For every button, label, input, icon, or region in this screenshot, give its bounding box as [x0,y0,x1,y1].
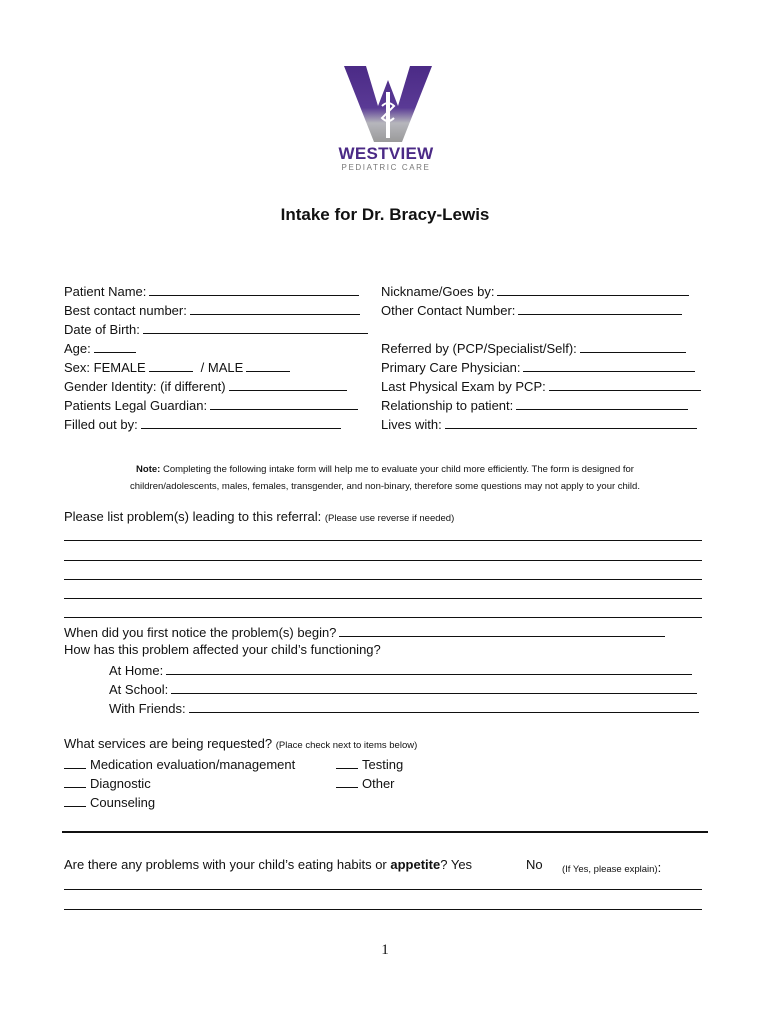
logo-name: WESTVIEW [338,144,434,163]
with-friends-field[interactable] [109,699,699,717]
services-question [64,736,417,754]
at-school-field[interactable] [109,680,697,698]
page-number: 1 [381,942,389,958]
eating-answer-line-1[interactable] [64,889,702,890]
with-friends-label: With Friends: [109,701,186,716]
service-label-counseling: Counseling [90,795,156,810]
note-line-2: children/adolescents, males, females, transgender, and non-binary, therefore some questions may not apply to your child. [130,481,640,492]
eating-question-bold: appetite [390,857,441,872]
service-option-other[interactable] [336,774,395,792]
referred-by-field[interactable] [381,339,686,357]
patient-name-label: Patient Name: [64,284,147,299]
eating-answer-line-2[interactable] [64,909,702,910]
service-option-medication[interactable] [64,755,295,773]
eating-question [64,857,472,873]
lives-with-label: Lives with: [381,417,442,432]
legal-guardian-field[interactable] [64,396,358,414]
section-divider [62,831,708,833]
problems-answer-line-3[interactable] [64,579,702,580]
at-school-label: At School: [109,682,169,697]
gender-identity-label: Gender Identity: (if different) [64,379,226,394]
pcp-label: Primary Care Physician: [381,360,521,375]
first-notice-label: When did you first notice the problem(s) begin? [64,625,337,640]
service-label-other: Other [362,776,395,791]
age-label: Age: [64,341,91,356]
service-checkbox-other[interactable] [336,774,358,788]
problems-question-text: Please list problem(s) leading to this referral: [64,509,322,524]
page-title: Intake for Dr. Bracy-Lewis [280,205,490,224]
last-physical-label: Last Physical Exam by PCP: [381,379,546,394]
eating-yes-label: ? Yes [440,857,473,872]
note-line-1: Completing the following intake form will help me to evaluate your child more efficiently. The form is designed for [162,464,634,475]
service-label-diagnostic: Diagnostic [90,776,151,791]
gender-identity-field[interactable] [64,377,347,395]
age-field[interactable] [64,339,136,357]
problems-answer-line-4[interactable] [64,598,702,599]
eating-hint: (If Yes, please explain) [562,864,658,875]
services-question-text: What services are being requested? [64,736,273,751]
legal-guardian-label: Patients Legal Guardian: [64,398,208,413]
service-label-testing: Testing [362,757,404,772]
problems-hint: (Please use reverse if needed) [324,513,455,524]
filled-out-by-field[interactable] [64,415,341,433]
intake-note [60,461,710,495]
at-home-field[interactable] [109,661,692,679]
problems-answer-line-1[interactable] [64,540,702,541]
relationship-field[interactable] [381,396,688,414]
best-contact-field[interactable] [64,301,360,319]
affected-question: How has this problem affected your child’s functioning? [64,642,381,657]
service-option-diagnostic[interactable] [64,774,151,792]
service-checkbox-counseling[interactable] [64,793,86,807]
sex-male-label: / MALE [200,360,244,375]
eating-question-text: Are there any problems with your child’s eating habits or [64,857,387,872]
lives-with-field[interactable] [381,415,697,433]
problems-answer-line-5[interactable] [64,617,702,618]
eating-hint-colon: : [657,860,662,875]
patient-name-field[interactable] [64,282,359,300]
nickname-label: Nickname/Goes by: [381,284,495,299]
nickname-field[interactable] [381,282,689,300]
eating-no-label: No [526,857,543,872]
best-contact-label: Best contact number: [64,303,187,318]
service-checkbox-diagnostic[interactable] [64,774,86,788]
sex-field[interactable] [64,358,290,376]
service-option-counseling[interactable] [64,793,155,811]
service-checkbox-testing[interactable] [336,755,358,769]
problems-answer-line-2[interactable] [64,560,702,561]
service-checkbox-medication[interactable] [64,755,86,769]
problems-question [64,509,454,527]
eating-hint-wrap [562,859,661,877]
other-contact-label: Other Contact Number: [381,303,516,318]
first-notice-field[interactable] [64,623,665,641]
at-home-label: At Home: [109,663,164,678]
note-label: Note: [136,464,161,475]
relationship-label: Relationship to patient: [381,398,514,413]
dob-field[interactable] [64,320,368,338]
dob-label: Date of Birth: [64,322,140,337]
services-hint: (Place check next to items below) [275,740,418,751]
referred-by-label: Referred by (PCP/Specialist/Self): [381,341,577,356]
logo-subtitle: PEDIATRIC CARE [341,163,431,172]
filled-out-by-label: Filled out by: [64,417,138,432]
sex-female-label: Sex: FEMALE [64,360,146,375]
service-label-medication: Medication evaluation/management [90,757,296,772]
service-option-testing[interactable] [336,755,403,773]
pcp-field[interactable] [381,358,695,376]
other-contact-field[interactable] [381,301,682,319]
last-physical-field[interactable] [381,377,701,395]
